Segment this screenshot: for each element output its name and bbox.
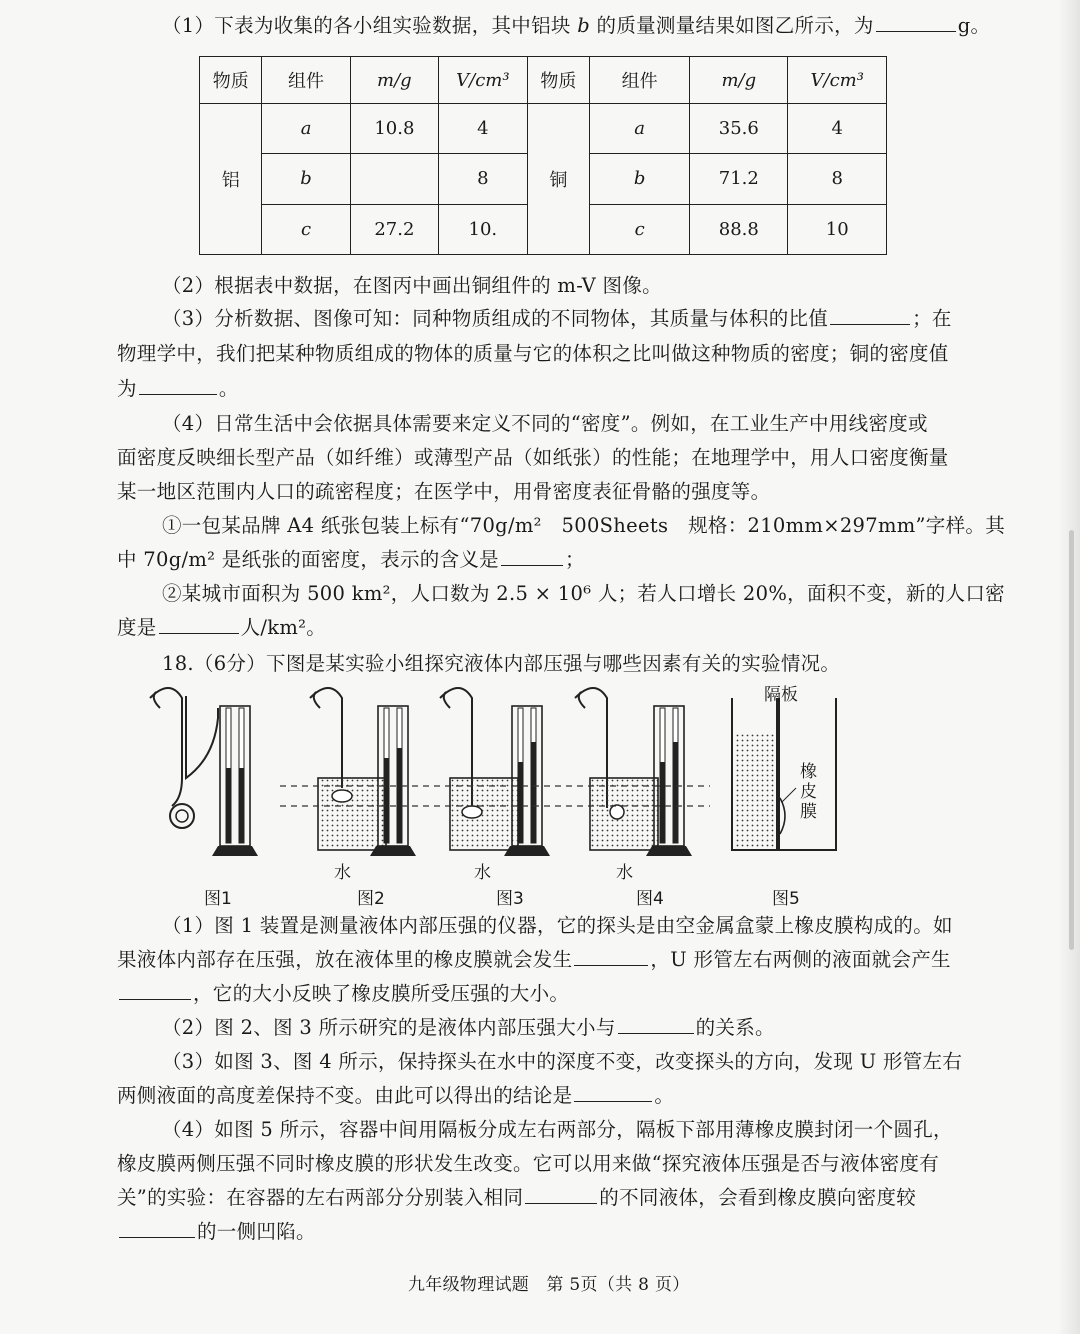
q18-part1-line3	[117, 978, 569, 1006]
answer-blank[interactable]	[119, 1236, 195, 1238]
answer-blank[interactable]	[618, 1032, 694, 1034]
table-header: m/g	[350, 57, 438, 104]
table-header: V/cm³	[788, 57, 887, 104]
table-cell-material: 铜	[527, 104, 589, 255]
table-row	[200, 104, 887, 154]
q18-part1-end: ，它的大小反映了橡皮膜所受压强的大小。	[193, 982, 570, 1005]
table-cell: b	[590, 154, 690, 204]
table-cell: 8	[439, 154, 528, 204]
q17-part5-line1: ①一包某品牌 A4 纸张包装上标有“70g/m² 500Sheets 规格：210mm×297mm”字样。其	[162, 514, 1005, 537]
q18-part4-text: 关”的实验：在容器的左右两部分分别装入相同	[117, 1186, 524, 1209]
table-cell: c	[262, 204, 350, 254]
table-cell: a	[262, 104, 350, 154]
q17-part1-mid: 的质量测量结果如图乙所示，为	[596, 14, 874, 37]
q18-part2-text: （2）图 2、图 3 所示研究的是液体内部压强大小与	[162, 1016, 616, 1039]
table-header: 组件	[590, 57, 690, 104]
q18-part3-end: 。	[654, 1084, 675, 1107]
answer-blank[interactable]	[876, 30, 956, 32]
q17-part1-end: g。	[957, 14, 991, 37]
table-cell: 71.2	[690, 154, 788, 204]
q17-part5-text: 中 70g/m² 是纸张的面密度，表示的含义是	[117, 548, 499, 571]
q17-part3-line2: 物理学中，我们把某种物质组成的物体的质量与它的体积之比叫做这种物质的密度；铜的密度值	[117, 342, 949, 365]
figure-label: 图2	[357, 889, 385, 909]
q17-part3-line1	[162, 303, 952, 331]
q17-part1-line	[162, 10, 990, 38]
answer-blank[interactable]	[574, 1100, 652, 1102]
table-cell: 35.6	[690, 104, 788, 154]
q18-part4-line4	[117, 1216, 316, 1244]
q17-part6-line1: ②某城市面积为 500 km²，人口数为 2.5 × 10⁶ 人；若人口增长 20%，面积不变，新的人口密	[162, 582, 1005, 605]
q18-part4-end: 的一侧凹陷。	[197, 1220, 316, 1243]
table-cell: b	[262, 154, 350, 204]
table-cell: 4	[439, 104, 528, 154]
figure-label: 图1	[204, 889, 232, 909]
membrane-char: 橡	[800, 762, 817, 782]
q17-part6-line2	[117, 612, 326, 640]
table-header: 物质	[200, 57, 262, 104]
q17-part6-text: 度是	[117, 616, 157, 639]
q17-part4-line3: 某一地区范围内人口的疏密程度；在医学中，用骨密度表征骨骼的强度等。	[117, 480, 771, 503]
q18-part4-line1: （4）如图 5 所示，容器中间用隔板分成左右两部分，隔板下部用薄橡皮膜封闭一个圆孔，	[162, 1118, 953, 1141]
answer-blank[interactable]	[830, 323, 910, 325]
q17-part1-var: b	[577, 14, 591, 37]
data-table	[199, 56, 887, 255]
q17-part3-prefix: 为	[117, 377, 137, 400]
table-header: m/g	[690, 57, 788, 104]
q18-part4-line2: 橡皮膜两侧压强不同时橡皮膜的形状发生改变。它可以用来做“探究液体压强是否与液体密度有	[117, 1152, 940, 1175]
table-cell: 10	[788, 204, 887, 254]
table-cell: 4	[788, 104, 887, 154]
water-label: 水	[616, 863, 633, 883]
table-cell-blank[interactable]	[350, 154, 438, 204]
q18-part4-mid: 的不同液体，会看到橡皮膜向密度较	[599, 1186, 917, 1209]
figure2-manometer	[310, 688, 416, 856]
answer-blank[interactable]	[574, 964, 648, 966]
table-header: 物质	[527, 57, 589, 104]
table-header-row	[200, 57, 887, 104]
q18-part1-text: 果液体内部存在压强，放在液体里的橡皮膜就会发生	[117, 948, 573, 971]
q18-part1-mid: ，U 形管左右两侧的液面就会产生	[650, 948, 951, 971]
q17-part3-suffix: 。	[218, 377, 239, 400]
q17-part6-end: 人/km²。	[240, 616, 327, 639]
table-cell-material: 铝	[200, 104, 262, 255]
table-cell: 10.	[439, 204, 528, 254]
table-cell: 88.8	[690, 204, 788, 254]
figure5-container	[732, 698, 836, 850]
figure-label: 图4	[636, 889, 664, 909]
q17-part1-text: （1）下表为收集的各小组实验数据，其中铝块	[162, 14, 571, 37]
q18-part3-line1: （3）如图 3、图 4 所示，保持探头在水中的深度不变，改变探头的方向，发现 U 形管左右	[162, 1050, 963, 1073]
figure3-manometer	[440, 688, 550, 856]
table-cell: 10.8	[350, 104, 438, 154]
answer-blank[interactable]	[525, 1202, 597, 1204]
membrane-char: 皮	[800, 782, 817, 802]
figure-label: 图3	[496, 889, 524, 909]
membrane-char: 膜	[800, 802, 817, 822]
figure1-manometer	[150, 688, 258, 856]
answer-blank[interactable]	[501, 564, 563, 566]
page-footer: 九年级物理试题 第 5页（共 8 页）	[408, 1275, 690, 1295]
membrane-label	[800, 762, 817, 822]
figure-label: 图5	[772, 889, 800, 909]
pressure-experiment-figures	[120, 678, 860, 878]
q18-part3-line2	[117, 1080, 674, 1108]
partition-label: 隔板	[764, 685, 798, 705]
water-label: 水	[474, 863, 491, 883]
q18-intro: 18.（6分）下图是某实验小组探究液体内部压强与哪些因素有关的实验情况。	[162, 652, 841, 675]
table-header: V/cm³	[439, 57, 528, 104]
q17-part3-line3	[117, 373, 239, 401]
table-cell: a	[590, 104, 690, 154]
answer-blank[interactable]	[119, 998, 191, 1000]
q17-part3-end: ；在	[912, 307, 952, 330]
q18-part4-line3	[117, 1182, 916, 1210]
q17-part5-line2	[117, 544, 585, 572]
table-cell: 8	[788, 154, 887, 204]
scrollbar-thumb[interactable]	[1069, 530, 1074, 950]
table-header: 组件	[262, 57, 350, 104]
q17-part5-end: ；	[564, 548, 585, 571]
q17-part3-text: （3）分析数据、图像可知：同种物质组成的不同物体，其质量与体积的比值	[162, 307, 829, 330]
q18-part3-text: 两侧液面的高度差保持不变。由此可以得出的结论是	[117, 1084, 573, 1107]
figure4-manometer	[575, 688, 692, 856]
q17-part2: （2）根据表中数据，在图丙中画出铜组件的 m-V 图像。	[162, 274, 662, 297]
q17-part4-line2: 面密度反映细长型产品（如纤维）或薄型产品（如纸张）的性能；在地理学中，用人口密度衡量	[117, 446, 949, 469]
table-cell: 27.2	[350, 204, 438, 254]
table-cell: c	[590, 204, 690, 254]
answer-blank[interactable]	[159, 632, 239, 634]
q18-part2	[162, 1012, 775, 1040]
q18-part1-line2	[117, 944, 951, 972]
q18-part2-end: 的关系。	[695, 1016, 775, 1039]
q17-part4-line1: （4）日常生活中会依据具体需要来定义不同的“密度”。例如，在工业生产中用线密度或	[162, 412, 928, 435]
water-label: 水	[334, 863, 351, 883]
answer-blank[interactable]	[139, 393, 217, 395]
q18-part1-line1: （1）图 1 装置是测量液体内部压强的仪器，它的探头是由空金属盒蒙上橡皮膜构成的。如	[162, 914, 953, 937]
